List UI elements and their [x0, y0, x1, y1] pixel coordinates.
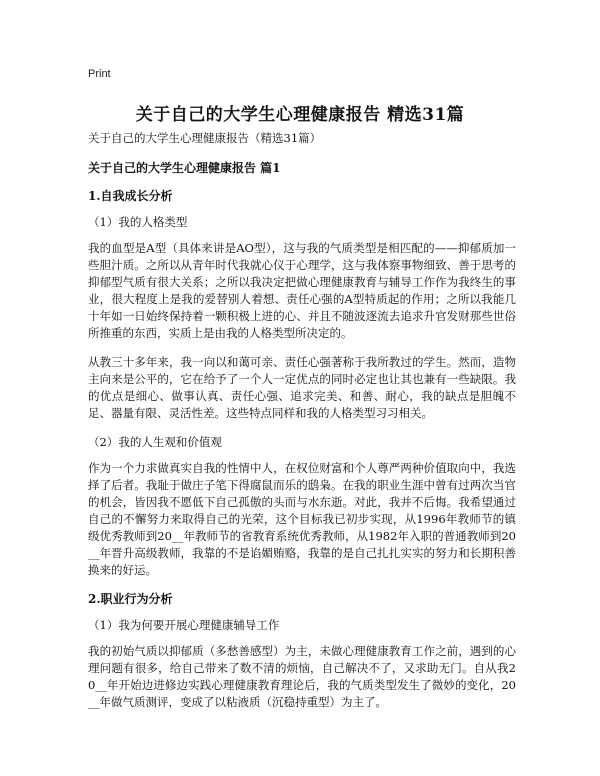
- paragraph: 作为一个力求做真实自我的性情中人，在权位财富和个人尊严两种价值取向中，我选择了后者。我耻于做庄子笔下得腐鼠而乐的鸱枭。在我的职业生涯中曾有过两次当官的机会，皆因我不愿低下自己孤傲的头而与水东逝。对此，我并不后悔。我希望通过自己的不懈努力来取得自己的光荣，这个目标我已初步实现，从1996年教师节的镇级优秀教师到20__年教师节的省教育系统优秀教师，从1982年入职的普通教师到20__年晋升高级教师，我靠的不是谄媚贿赂，我靠的是自己扎扎实实的努力和长期积善换来的好运。: [88, 461, 516, 577]
- document-title: 关于自己的大学生心理健康报告 精选31篇: [135, 105, 465, 125]
- document-subtitle: 关于自己的大学生心理健康报告（精选31篇）: [88, 131, 322, 145]
- print-label[interactable]: Print: [88, 68, 111, 80]
- subsection-heading-2-1: （1）我为何要开展心理健康辅导工作: [88, 618, 280, 632]
- part-heading-2: 2.职业行为分析: [88, 592, 173, 606]
- section-heading: 关于自己的大学生心理健康报告 篇1: [88, 161, 281, 175]
- document-body: [88, 130, 516, 723]
- paragraph: 我的初始气质以抑郁质（多愁善感型）为主，未做心理健康教育工作之前，遇到的心理问题有很多，给自己带来了数不清的烦恼，自己解决不了，又求助无门。自从我20__年开始边进修边实践心理健康教育理论后，我的气质类型发生了微妙的变化，20__年做气质测评，变成了以粘液质（沉稳持重型）为主了。: [88, 644, 516, 709]
- subsection-heading-1-1: （1）我的人格类型: [88, 215, 188, 229]
- subsection-heading-1-2: （2）我的人生观和价值观: [88, 435, 222, 449]
- paragraph: 从教三十多年来，我一向以和蔼可亲、责任心强著称于我所教过的学生。然而，造物主向来是公平的，它在给予了一个人一定优点的同时必定也让其也兼有一些缺限。我的优点是细心、做事认真、责任心强、追求完美、和善、耐心，我的缺点是胆魄不足、器量有限、灵活性差。这些特点同样和我的人格类型习习相关。: [88, 355, 516, 420]
- paragraph: 我的血型是A型（具体来讲是AO型），这与我的气质类型是相匹配的——抑郁质加一些胆汁质。之所以从青年时代我就心仪于心理学，这与我体察事物细致、善于思考的抑郁型气质有很大关系；之所以我决定把做心理健康教育与辅导工作作为我终生的事业，很大程度上是我的爱替别人着想、责任心强的A型特质起的作用；之所以我能几十年如一日始终保持着一颗积极上进的心、并且不随波逐流去追求升官发财那些世俗所推重的东西，实质上是由我的人格类型所决定的。: [88, 241, 516, 340]
- part-heading-1: 1.自我成长分析: [88, 189, 173, 203]
